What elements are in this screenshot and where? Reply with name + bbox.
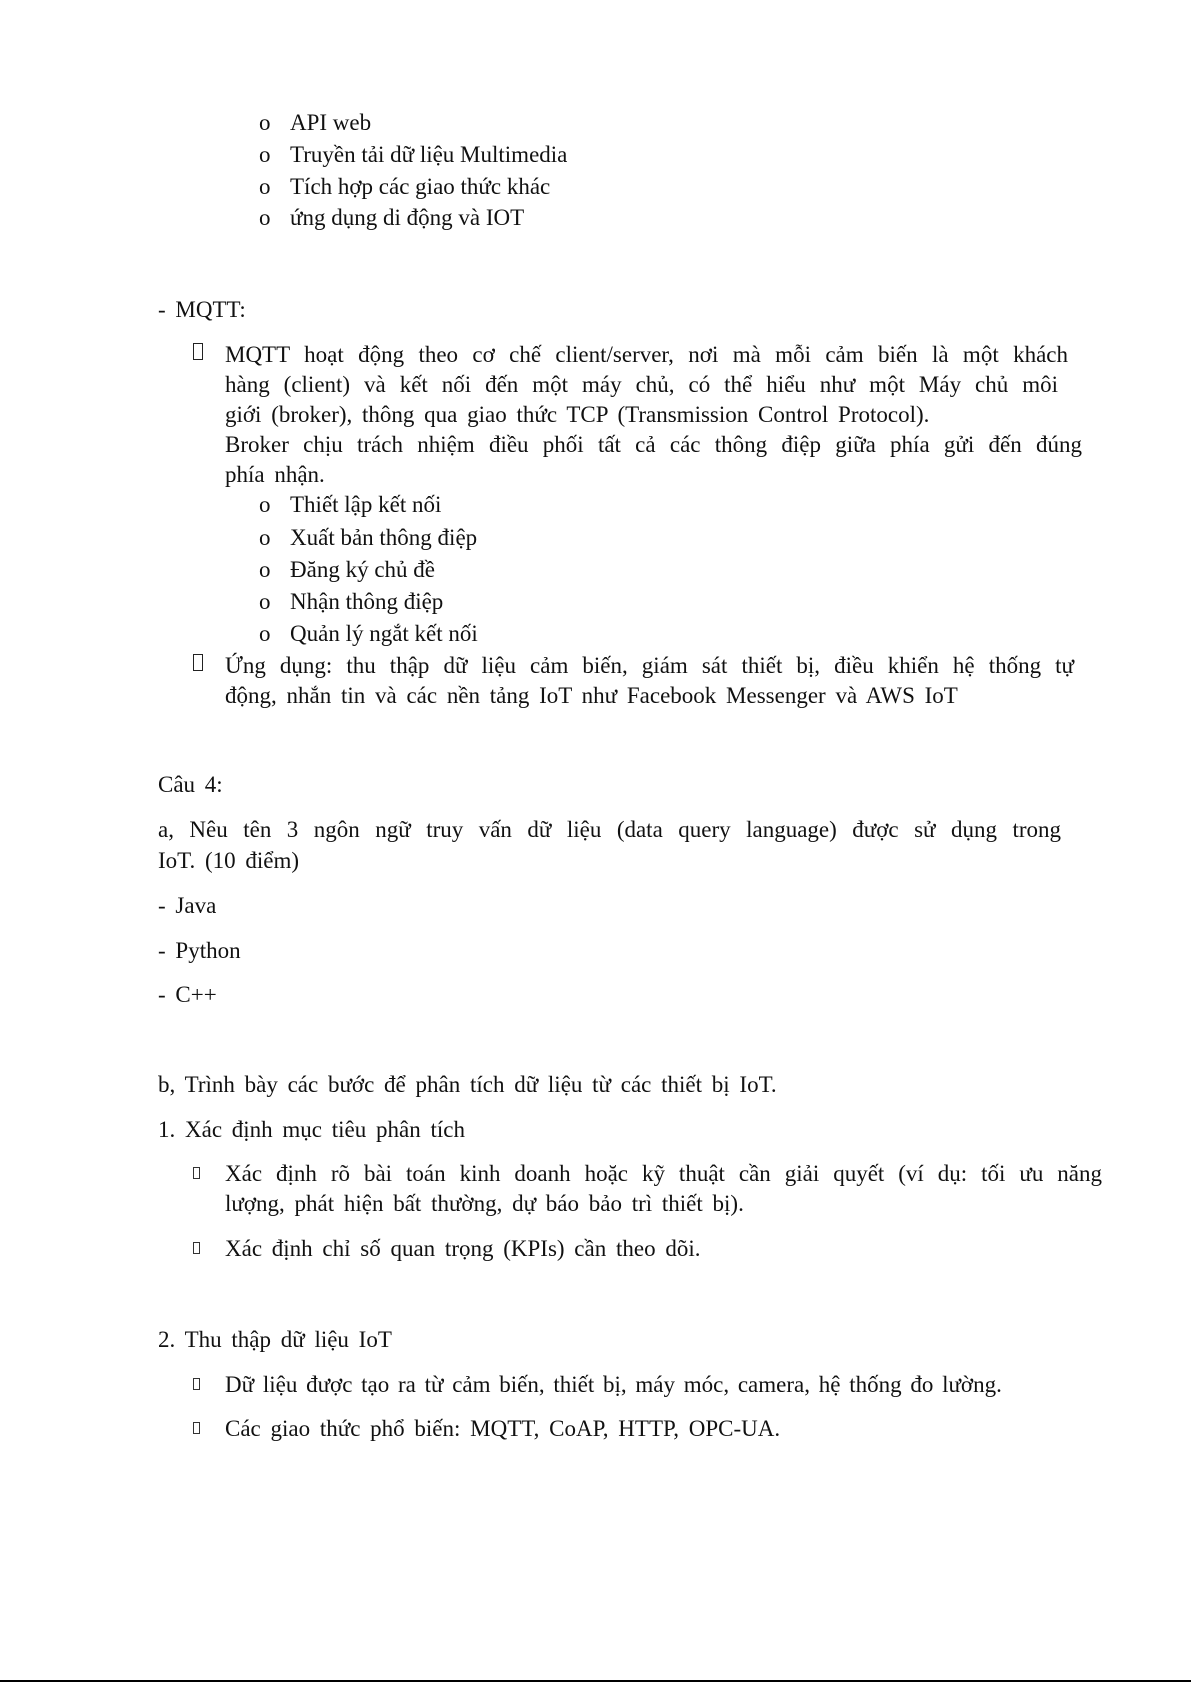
list-marker: o [259, 557, 271, 582]
mqtt-paragraph-line: hàng (client) và kết nối đến một máy chủ, có thể hiểu như một Máy chủ môi [225, 372, 1058, 397]
mqtt-heading: - MQTT: [158, 297, 246, 322]
list-marker: o [259, 174, 271, 199]
step-bullet-line: Xác định rõ bài toán kinh doanh hoặc kỹ thuật cần giải quyết (ví dụ: tối ưu năng [225, 1161, 1102, 1186]
list-marker: o [259, 621, 271, 646]
question-heading: Câu 4: [158, 772, 223, 797]
list-item: API web [290, 110, 372, 135]
language-item: - C++ [158, 982, 217, 1007]
language-item: - Java [158, 893, 217, 918]
list-item: Đăng ký chủ đề [290, 557, 435, 582]
mqtt-paragraph-line: giới (broker), thông qua giao thức TCP (Transmission Control Protocol). [225, 402, 930, 427]
list-marker: o [259, 142, 271, 167]
bullet-square-icon [193, 654, 203, 671]
list-marker: o [259, 110, 271, 135]
bullet-square-icon [193, 1242, 200, 1254]
list-item: ứng dụng di động và IOT [290, 205, 525, 230]
page-bottom-rule [0, 1680, 1191, 1682]
question-part-a-line: IoT. (10 điểm) [158, 848, 300, 873]
mqtt-application-line: động, nhắn tin và các nền tảng IoT như Facebook Messenger và AWS IoT [225, 683, 958, 708]
list-marker: o [259, 492, 271, 517]
step-title: 2. Thu thập dữ liệu IoT [158, 1327, 392, 1352]
bullet-square-icon [193, 1378, 200, 1390]
mqtt-paragraph-line: phía nhận. [225, 462, 325, 487]
mqtt-paragraph-line: MQTT hoạt động theo cơ chế client/server, nơi mà mỗi cảm biến là một khách [225, 342, 1068, 367]
step-bullet-line: lượng, phát hiện bất thường, dự báo bảo trì thiết bị). [225, 1191, 744, 1216]
list-item: Xuất bản thông điệp [290, 525, 478, 550]
list-item: Truyền tải dữ liệu Multimedia [290, 142, 568, 167]
list-item: Nhận thông điệp [290, 589, 444, 614]
list-item: Quản lý ngắt kết nối [290, 621, 478, 646]
bullet-square-icon [193, 1167, 200, 1179]
list-marker: o [259, 205, 271, 230]
list-item: Tích hợp các giao thức khác [290, 174, 551, 199]
question-part-a-line: a, Nêu tên 3 ngôn ngữ truy vấn dữ liệu (data query language) được sử dụng trong [158, 817, 1061, 842]
bullet-square-icon [193, 1422, 200, 1434]
step-bullet-line: Các giao thức phổ biến: MQTT, CoAP, HTTP, OPC-UA. [225, 1416, 781, 1441]
list-item: Thiết lập kết nối [290, 492, 442, 517]
list-marker: o [259, 589, 271, 614]
list-marker: o [259, 525, 271, 550]
question-part-b: b, Trình bày các bước để phân tích dữ liệu từ các thiết bị IoT. [158, 1072, 777, 1097]
step-bullet-line: Xác định chỉ số quan trọng (KPIs) cần theo dõi. [225, 1236, 701, 1261]
mqtt-application-line: Ứng dụng: thu thập dữ liệu cảm biến, giám sát thiết bị, điều khiển hệ thống tự [225, 653, 1074, 678]
mqtt-paragraph-line: Broker chịu trách nhiệm điều phối tất cả các thông điệp giữa phía gửi đến đúng [225, 432, 1082, 457]
step-title: 1. Xác định mục tiêu phân tích [158, 1117, 465, 1142]
language-item: - Python [158, 938, 241, 963]
bullet-square-icon [193, 343, 203, 360]
step-bullet-line: Dữ liệu được tạo ra từ cảm biến, thiết bị, máy móc, camera, hệ thống đo lường. [225, 1372, 1002, 1397]
